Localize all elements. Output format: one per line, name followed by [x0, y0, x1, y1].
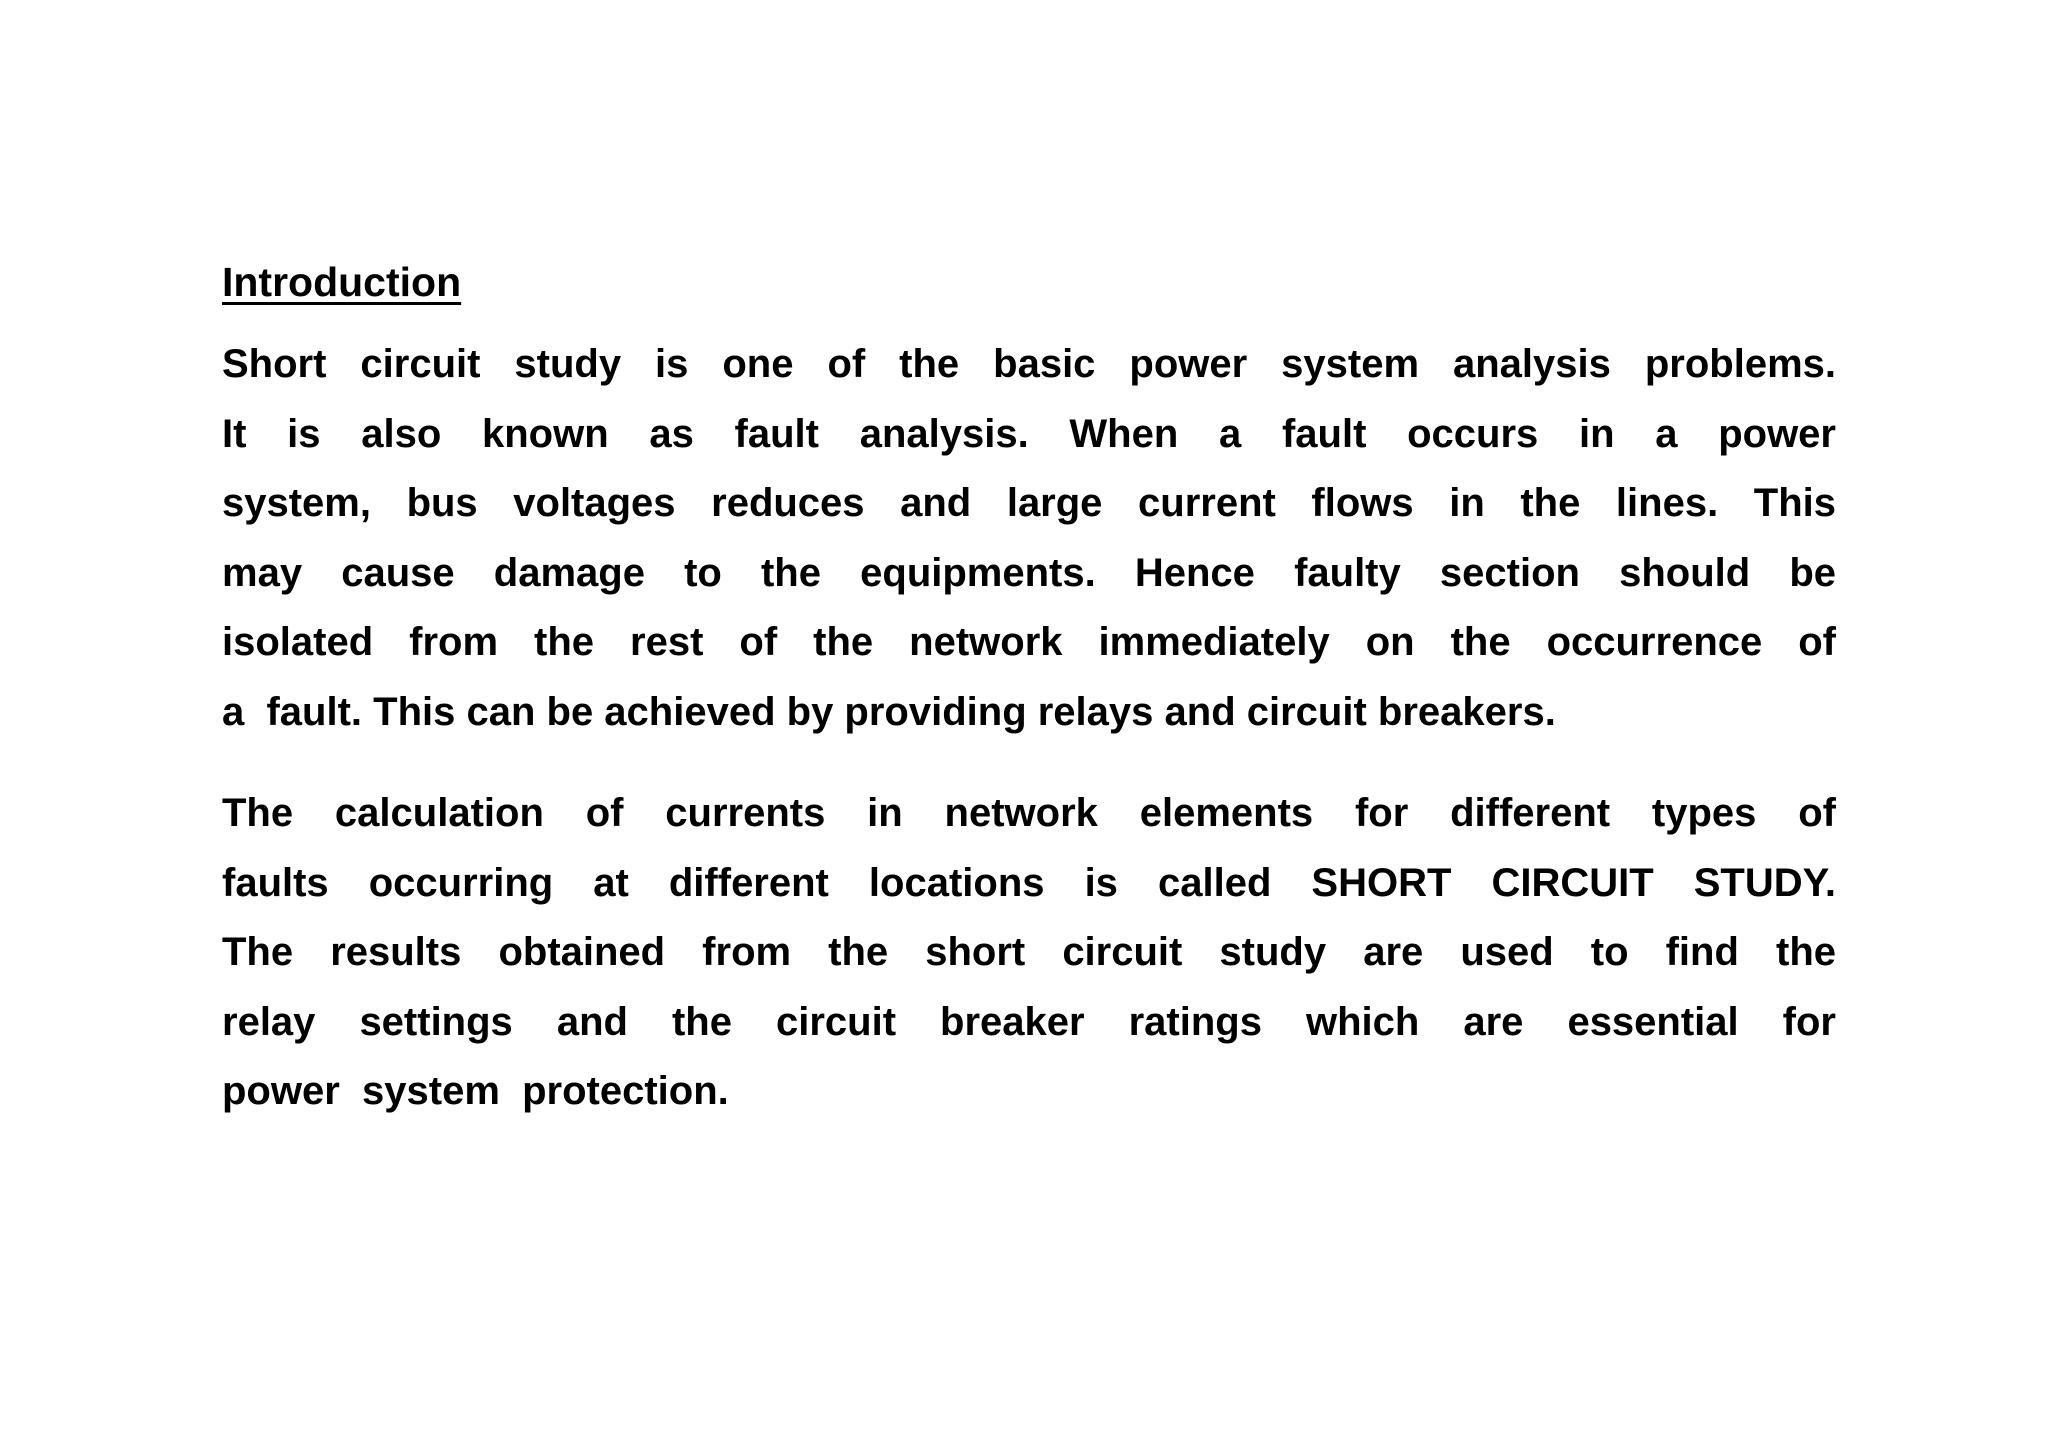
paragraph-line: Short circuit study is one of the basic power system analysis problems. [222, 342, 1836, 386]
paragraph-line: a fault. This can be achieved by providing relays and circuit breakers. [222, 689, 1556, 734]
paragraph-line: The calculation of currents in network elements for different types of [222, 791, 1836, 835]
paragraph-line: The results obtained from the short circuit study are used to find the [222, 930, 1836, 974]
paragraph-line: system, bus voltages reduces and large current flows in the lines. This [222, 481, 1836, 525]
paragraph-line: may cause damage to the equipments. Hence faulty section should be [222, 550, 1836, 595]
paragraph-line: relay settings and the circuit breaker ratings which are essential for [222, 999, 1836, 1044]
paragraph-1 [222, 330, 1836, 747]
paragraph-2 [222, 779, 1836, 1127]
section-heading: Introduction [222, 259, 462, 305]
paragraph-line: power system protection. [222, 1069, 729, 1113]
paragraph-line: It is also known as fault analysis. When a fault occurs in a power [222, 411, 1836, 456]
document-body [222, 258, 1836, 1127]
paragraph-line: isolated from the rest of the network immediately on the occurrence of [222, 620, 1836, 664]
paragraph-line: faults occurring at different locations is called SHORT CIRCUIT STUDY. [222, 860, 1836, 905]
